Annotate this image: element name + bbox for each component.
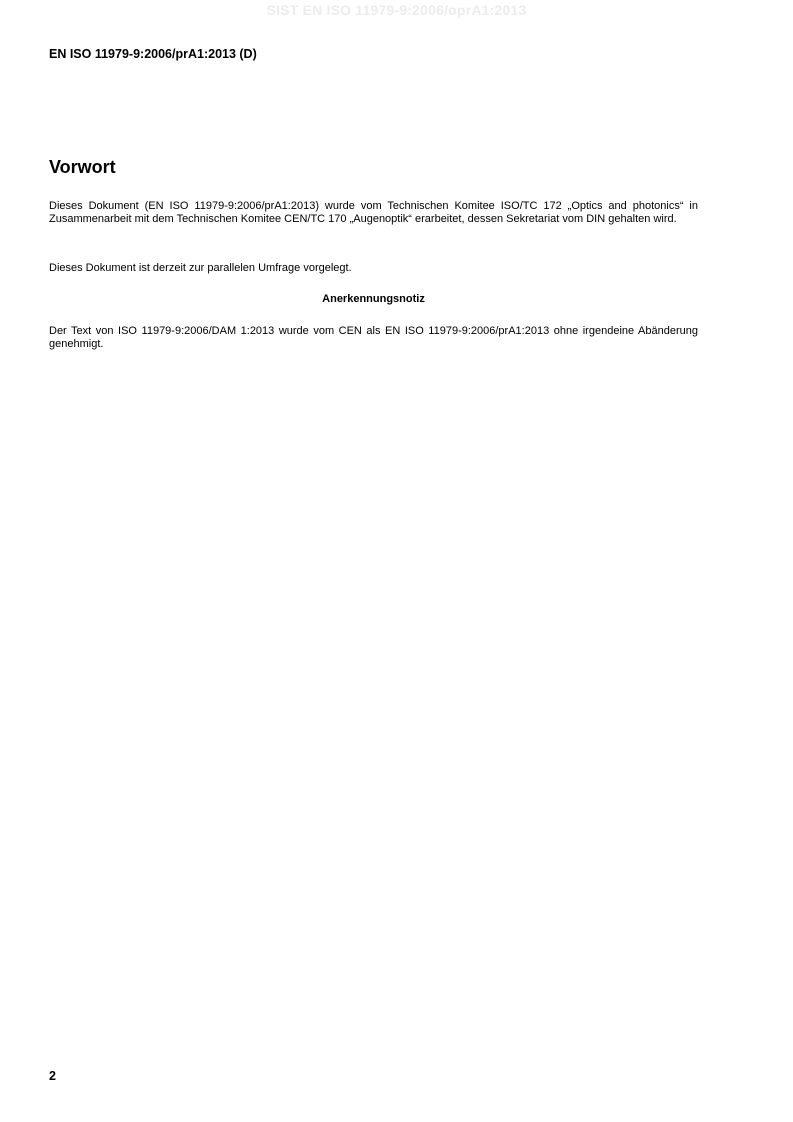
endorsement-text: Der Text von ISO 11979-9:2006/DAM 1:2013 wurde vom CEN als EN ISO 11979-9:2006/prA1:2013 ohne irgendeine Abänderung genehmigt. <box>49 325 698 350</box>
foreword-title: Vorwort <box>49 157 116 177</box>
page-number: 2 <box>49 1069 56 1083</box>
foreword-paragraph-1: Dieses Dokument (EN ISO 11979-9:2006/prA1:2013) wurde vom Technischen Komitee ISO/TC 172 „Optics and photonics“ in Zusammenarbeit mit dem Technischen Komitee CEN/TC 170 „Augenoptik“ erarbeitet, dessen Sekretariat vom DIN gehalten wird. <box>49 200 698 225</box>
document-id: EN ISO 11979-9:2006/prA1:2013 (D) <box>49 47 257 61</box>
endorsement-title: Anerkennungsnotiz <box>322 293 425 305</box>
foreword-paragraph-2: Dieses Dokument ist derzeit zur parallelen Umfrage vorgelegt. <box>49 262 352 274</box>
watermark: SIST EN ISO 11979-9:2006/oprA1:2013 <box>266 2 527 18</box>
